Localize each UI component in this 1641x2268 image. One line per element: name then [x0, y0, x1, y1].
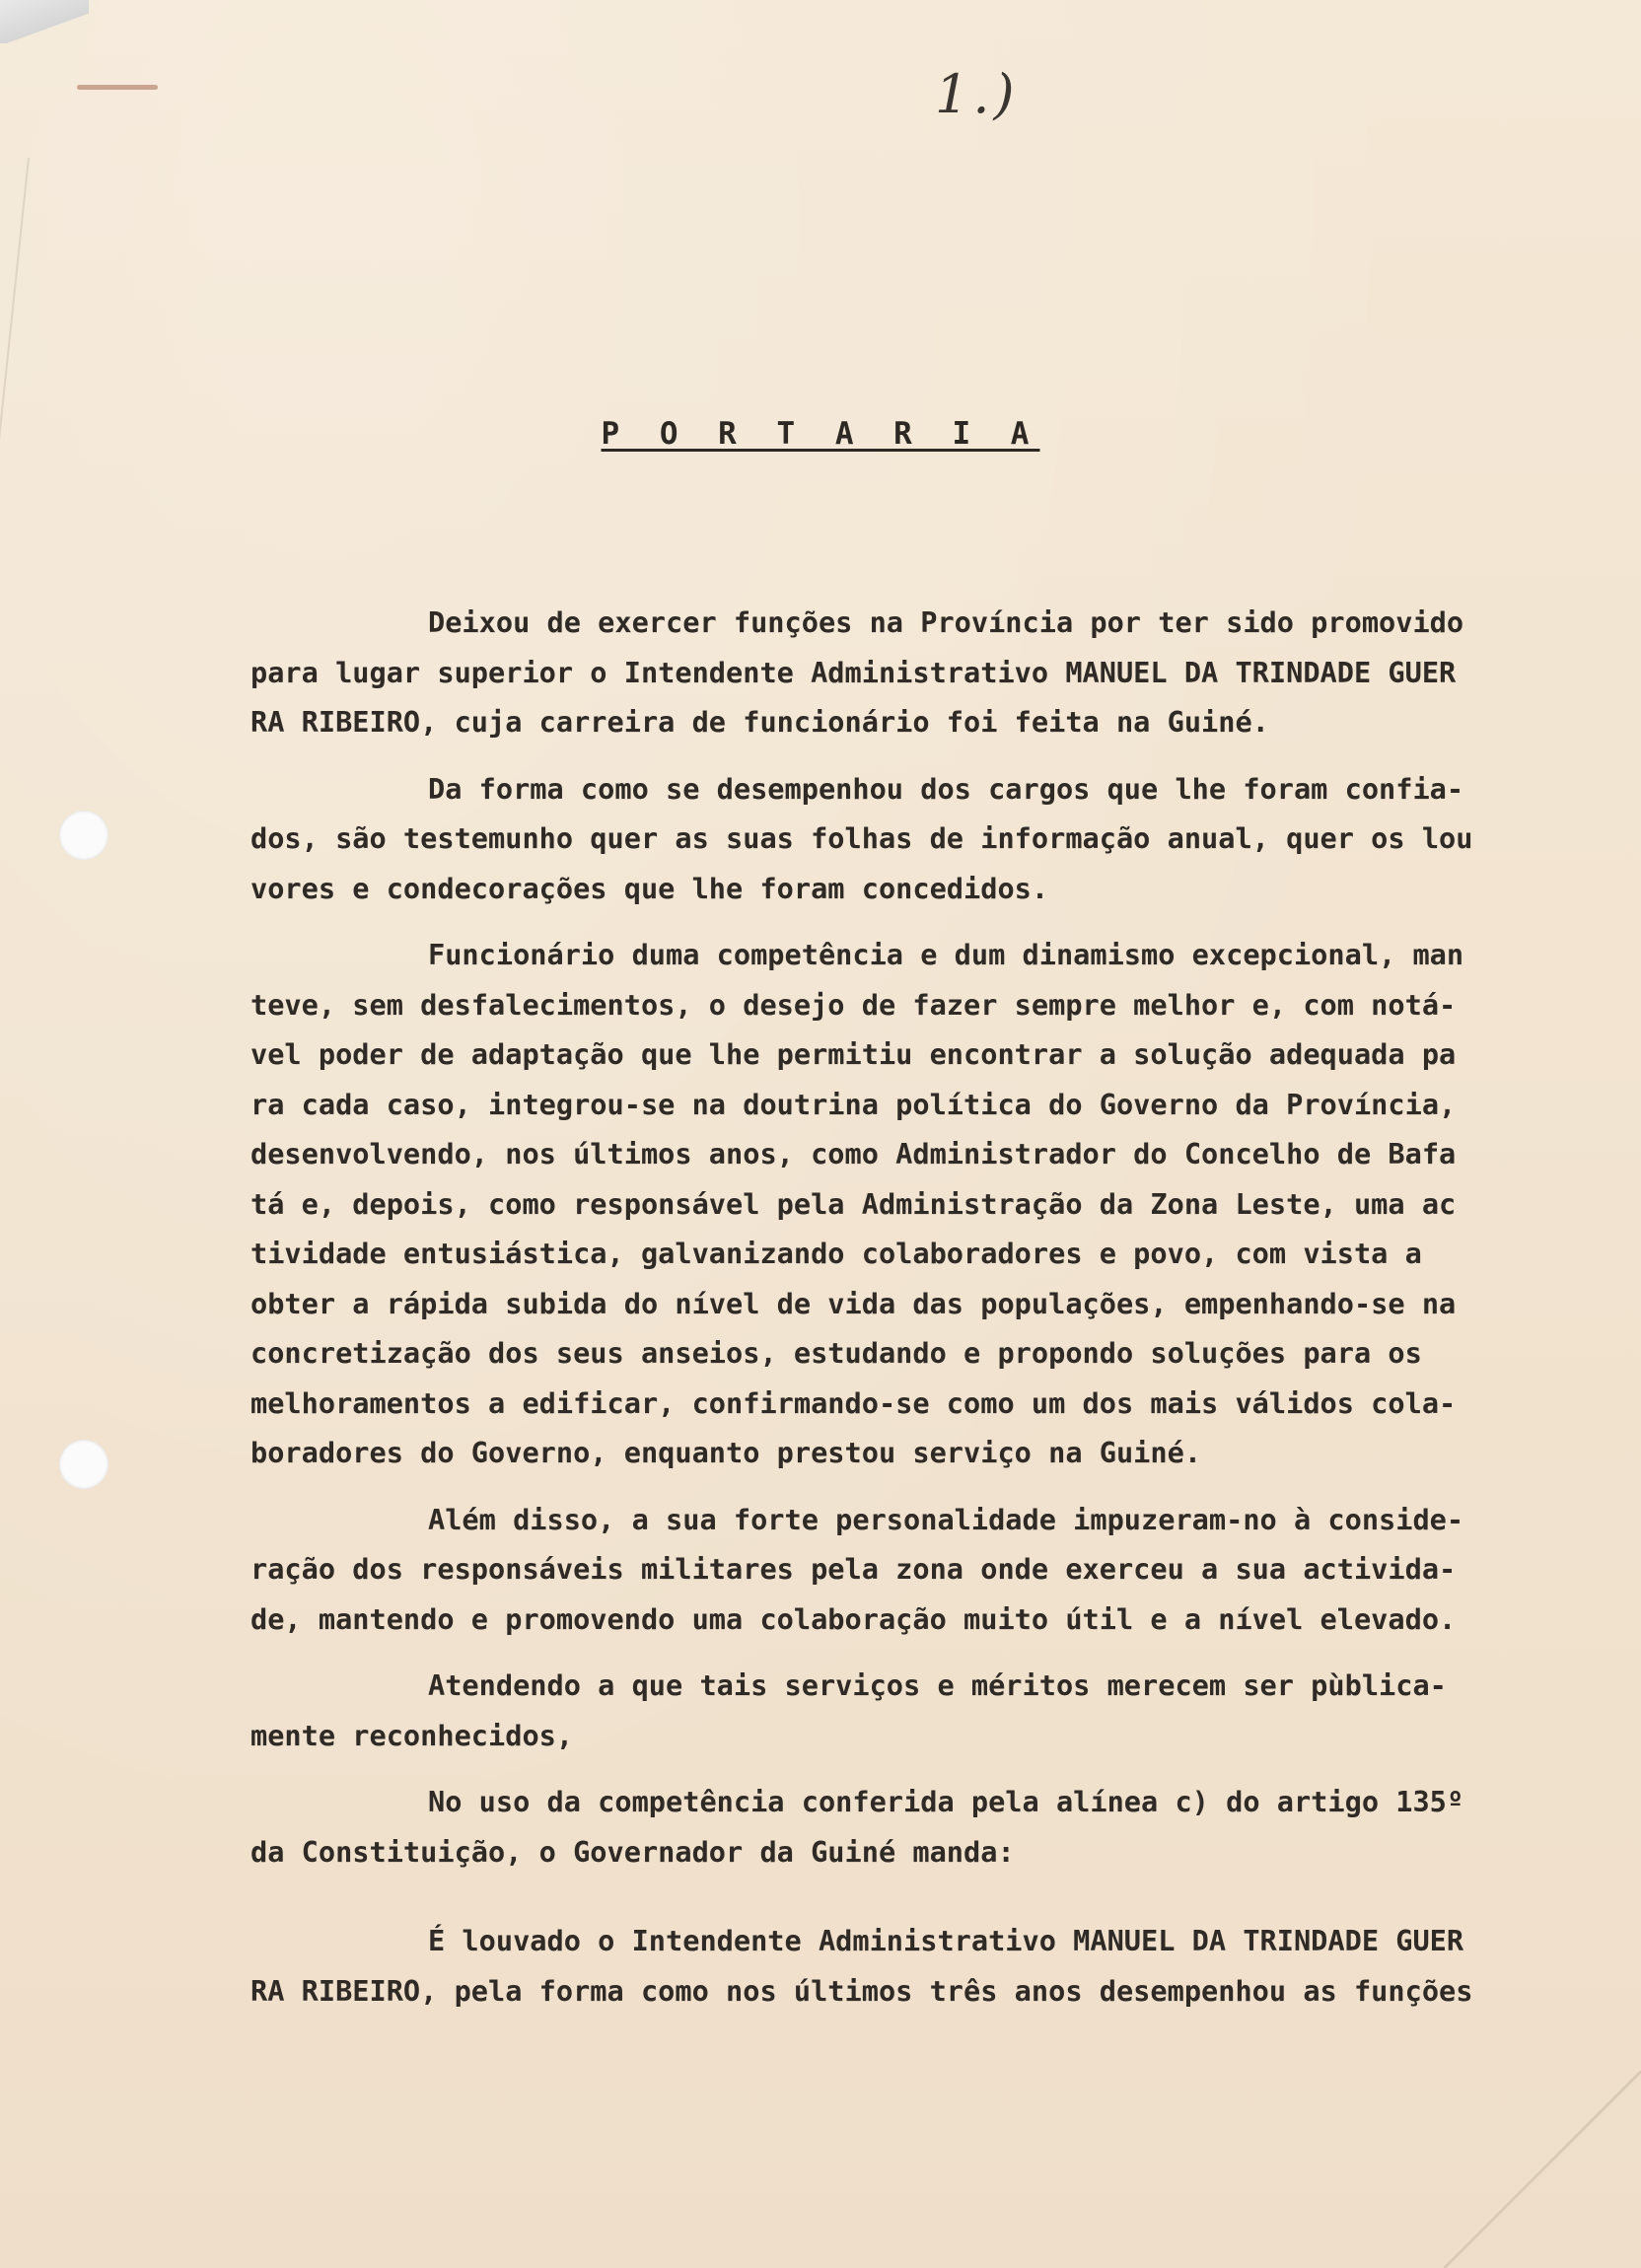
text-line: de, mantendo e promovendo uma colaboração muito útil e a nível elevado. [250, 1601, 1457, 1636]
punch-hole-top [59, 811, 108, 860]
text-line: Funcionário duma competência e dum dinamismo excepcional, man [428, 938, 1464, 971]
text-line: Atendendo a que tais serviços e méritos merecem ser pùblica- [428, 1668, 1447, 1702]
text-line: tividade entusiástica, galvanizando colaboradores e povo, com vista a [250, 1237, 1422, 1270]
text-line: ração dos responsáveis militares pela zona onde exerceu a sua activida- [250, 1552, 1457, 1586]
text-line: teve, sem desfalecimentos, o desejo de fazer sempre melhor e, com notá- [250, 987, 1457, 1022]
text-line: RA RIBEIRO, cuja carreira de funcionário foi feita na Guiné. [250, 705, 1269, 739]
handwritten-page-number: 1.) [935, 63, 1019, 125]
text-line: ra cada caso, integrou-se na doutrina política do Governo da Província, [250, 1087, 1457, 1121]
text-line: Deixou de exercer funções na Província por ter sido promovido [428, 605, 1464, 639]
text-line: mente reconhecidos, [250, 1718, 574, 1752]
text-line: tá e, depois, como responsável pela Administração da Zona Leste, uma ac [250, 1186, 1457, 1221]
text-line: RA RIBEIRO, pela forma como nos últimos três anos desempenhou as funções [250, 1973, 1473, 2008]
text-line: da Constituição, o Governador da Guiné manda: [250, 1834, 1015, 1869]
staple-mark [77, 85, 158, 90]
text-line: para lugar superior o Intendente Administrativo MANUEL DA TRINDADE GUER [250, 655, 1457, 689]
text-line: vores e condecorações que lhe foram concedidos. [250, 871, 1049, 905]
document-title: P O R T A R I A [601, 416, 1040, 452]
text-line: obter a rápida subida do nível de vida das populações, empenhando-se na [250, 1286, 1457, 1320]
text-line: dos, são testemunho quer as suas folhas de informação anual, quer os lou [250, 821, 1473, 855]
document-body [250, 598, 1523, 2016]
corner-crease [1444, 2071, 1641, 2268]
torn-corner [0, 0, 89, 43]
text-line: boradores do Governo, enquanto prestou serviço na Guiné. [250, 1436, 1202, 1469]
text-line: vel poder de adaptação que lhe permitiu encontrar a solução adequada pa [250, 1037, 1457, 1071]
text-line: Além disso, a sua forte personalidade impuzeram-no à conside- [428, 1502, 1464, 1536]
text-line: Da forma como se desempenhou dos cargos que lhe foram confia- [428, 771, 1464, 806]
text-line: No uso da competência conferida pela alínea c) do artigo 135º [428, 1785, 1464, 1818]
text-line: melhoramentos a edificar, confirmando-se como um dos mais válidos cola- [250, 1385, 1457, 1420]
text-line: desenvolvendo, nos últimos anos, como Administrador do Concelho de Bafa [250, 1137, 1457, 1170]
text-line: concretização dos seus anseios, estudando e propondo soluções para os [250, 1336, 1422, 1370]
punch-hole-bottom [59, 1440, 108, 1489]
text-line: É louvado o Intendente Administrativo MANUEL DA TRINDADE GUER [428, 1924, 1464, 1957]
